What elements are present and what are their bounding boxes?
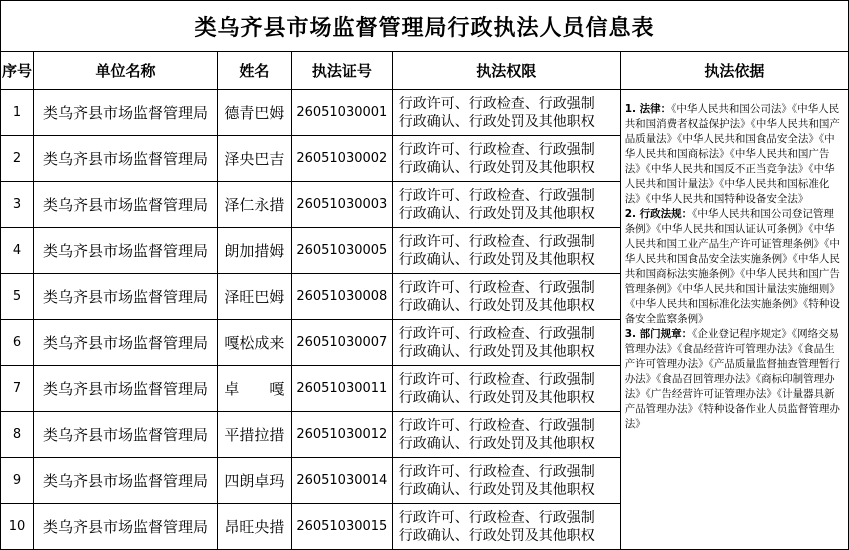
cell-unit: 类乌齐县市场监督管理局 [33,136,217,182]
header-basis: 执法依据 [620,52,848,90]
cell-seq: 6 [1,320,34,366]
cell-power [392,182,620,228]
power-line-1: 行政许可、行政检查、行政强制 [398,371,595,388]
power-line-2: 行政确认、行政处罚及其他职权 [398,343,595,360]
cell-unit: 类乌齐县市场监督管理局 [33,90,217,136]
basis-rules [625,327,844,432]
power-line-2: 行政确认、行政处罚及其他职权 [398,527,595,544]
cell-seq: 9 [1,458,34,504]
cell-seq: 8 [1,412,34,458]
basis-reg-text: 《中华人民共和国公司登记管理条例》《中华人民共和国认证认可条例》《中华人民共和国工业产品生产许可证管理条例》《中华人民共和国食品安全法实施条例》《中华人民共和国商标法实施条例》《中华人民共和国广告管理条例》《中华人民共和国计量法实施细则》《中华人民共和国标准化法实施条例》《特种设备安全监察条例》 [624,208,840,325]
cell-name: 昂旺央措 [217,504,291,550]
basis-reg-label: 2. 行政法规： [624,208,693,220]
power-line-1: 行政许可、行政检查、行政强制 [398,141,595,158]
power-line-1: 行政许可、行政检查、行政强制 [398,187,595,204]
table-row [1,90,849,136]
cell-cert: 26051030014 [291,458,392,504]
cell-seq: 7 [1,366,34,412]
header-cert: 执法证号 [291,52,392,90]
cell-name: 泽仁永措 [217,182,291,228]
cell-power [392,366,620,412]
cell-cert: 26051030012 [291,412,392,458]
header-power: 执法权限 [392,52,620,90]
power-line-2: 行政确认、行政处罚及其他职权 [398,205,595,222]
table-header-row [1,52,849,90]
power-line-2: 行政确认、行政处罚及其他职权 [398,113,595,130]
cell-unit: 类乌齐县市场监督管理局 [33,458,217,504]
basis-law-text: 《中华人民共和国公司法》《中华人民共和国消费者权益保护法》《中华人民共和国产品质量法》《中华人民共和国食品安全法》《中华人民共和国商标法》《中华人民共和国广告法》《中华人民共和国反不正当竞争法》《中华人民共和国计量法》《中华人民共和国标准化法》《中华人民共和国特种设备安全法》 [624,103,840,205]
cell-seq: 5 [1,274,34,320]
cell-cert: 26051030011 [291,366,392,412]
power-line-1: 行政许可、行政检查、行政强制 [398,233,595,250]
cell-unit: 类乌齐县市场监督管理局 [33,366,217,412]
cell-unit: 类乌齐县市场监督管理局 [33,182,217,228]
power-line-1: 行政许可、行政检查、行政强制 [398,325,595,342]
power-line-1: 行政许可、行政检查、行政强制 [398,95,595,112]
cell-power [392,458,620,504]
cell-cert: 26051030005 [291,228,392,274]
cell-seq: 4 [1,228,34,274]
personnel-table [0,51,849,550]
header-unit: 单位名称 [33,52,217,90]
cell-power [392,504,620,550]
cell-unit: 类乌齐县市场监督管理局 [33,228,217,274]
cell-power [392,136,620,182]
cell-unit: 类乌齐县市场监督管理局 [33,274,217,320]
cell-name: 平措拉措 [217,412,291,458]
cell-seq: 3 [1,182,34,228]
power-line-1: 行政许可、行政检查、行政强制 [398,279,595,296]
cell-seq: 2 [1,136,34,182]
cell-power [392,90,620,136]
cell-cert: 26051030003 [291,182,392,228]
power-line-2: 行政确认、行政处罚及其他职权 [398,435,595,452]
basis-rule-text: 《企业登记程序规定》《网络交易管理办法》《食品经营许可管理办法》《食品生产许可管理办法》《产品质量监督抽查管理暂行办法》《食品召回管理办法》《商标印制管理办法》《广告经营许可证管理办法》《计量器具新产品管理办法》《特种设备作业人员监督管理办法》 [624,328,840,430]
cell-basis [620,90,848,550]
cell-cert: 26051030007 [291,320,392,366]
page-title: 类乌齐县市场监督管理局行政执法人员信息表 [0,0,849,52]
basis-regulation [625,207,844,327]
cell-name: 德青巴姆 [217,90,291,136]
basis-rule-label: 3. 部门规章： [624,328,693,340]
cell-name: 泽央巴吉 [217,136,291,182]
power-line-1: 行政许可、行政检查、行政强制 [398,417,595,434]
power-line-1: 行政许可、行政检查、行政强制 [398,463,595,480]
power-line-2: 行政确认、行政处罚及其他职权 [398,297,595,314]
cell-seq: 1 [1,90,34,136]
cell-unit: 类乌齐县市场监督管理局 [33,320,217,366]
cell-unit: 类乌齐县市场监督管理局 [33,412,217,458]
cell-name: 四朗卓玛 [217,458,291,504]
cell-cert: 26051030001 [291,90,392,136]
cell-cert: 26051030002 [291,136,392,182]
cell-cert: 26051030015 [291,504,392,550]
header-name: 姓名 [217,52,291,90]
power-line-2: 行政确认、行政处罚及其他职权 [398,389,595,406]
cell-power [392,412,620,458]
cell-cert: 26051030008 [291,274,392,320]
cell-name: 泽旺巴姆 [217,274,291,320]
cell-power [392,228,620,274]
cell-name: 嘎松成来 [217,320,291,366]
basis-law [625,102,844,207]
power-line-1: 行政许可、行政检查、行政强制 [398,509,595,526]
power-line-2: 行政确认、行政处罚及其他职权 [398,159,595,176]
header-seq: 序号 [1,52,34,90]
basis-law-label: 1. 法律： [624,103,672,115]
cell-power [392,320,620,366]
cell-seq: 10 [1,504,34,550]
power-line-2: 行政确认、行政处罚及其他职权 [398,481,595,498]
cell-name: 卓 嘎 [217,366,291,412]
cell-name: 朗加措姆 [217,228,291,274]
cell-power [392,274,620,320]
cell-unit: 类乌齐县市场监督管理局 [33,504,217,550]
power-line-2: 行政确认、行政处罚及其他职权 [398,251,595,268]
